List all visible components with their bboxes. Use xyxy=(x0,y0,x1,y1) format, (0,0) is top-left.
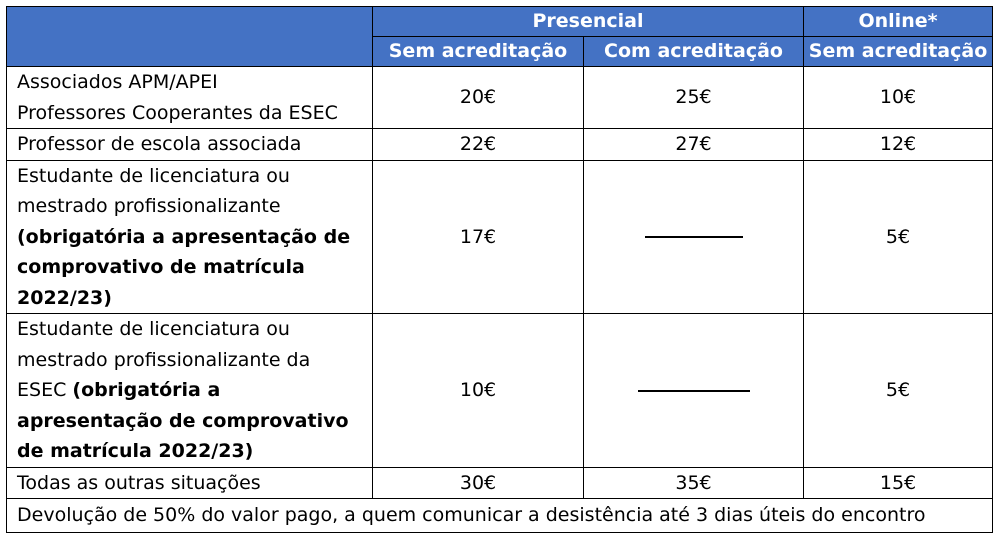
row-label-bold-note: (obrigatória a apresentação de comprovativo de matrícula 2022/23) xyxy=(17,225,351,309)
table-row xyxy=(7,314,993,468)
row-label-plain: Estudante de licenciatura ou mestrado profissionalizante xyxy=(17,164,290,217)
price-presencial-sem: 10€ xyxy=(373,314,584,468)
header-empty-cell xyxy=(7,7,373,67)
price-online-sem: 5€ xyxy=(804,314,993,468)
row-label: Todas as outras situações xyxy=(7,467,373,499)
note-row xyxy=(7,499,993,533)
price-presencial-com: 27€ xyxy=(584,129,804,161)
header-online: Online* xyxy=(804,7,993,37)
price-presencial-com: 25€ xyxy=(584,67,804,129)
price-online-sem: 10€ xyxy=(804,67,993,129)
price-presencial-com: 35€ xyxy=(584,467,804,499)
not-available-line xyxy=(645,236,743,238)
pricing-table xyxy=(6,6,993,533)
price-presencial-sem: 22€ xyxy=(373,129,584,161)
price-online-sem: 12€ xyxy=(804,129,993,161)
table-row xyxy=(7,160,993,314)
header-row-top xyxy=(7,7,993,37)
price-online-sem: 5€ xyxy=(804,160,993,314)
price-presencial-sem: 20€ xyxy=(373,67,584,129)
price-online-sem: 15€ xyxy=(804,467,993,499)
header-presencial: Presencial xyxy=(373,7,804,37)
table-row xyxy=(7,467,993,499)
table-row xyxy=(7,67,993,129)
row-label: Professor de escola associada xyxy=(7,129,373,161)
row-label-plain: Estudante de licenciatura ou mestrado profissionalizante da ESEC xyxy=(17,318,311,401)
header-online-sem-acreditacao: Sem acreditação xyxy=(804,37,993,67)
header-presencial-com-acreditacao: Com acreditação xyxy=(584,37,804,67)
price-presencial-sem: 17€ xyxy=(373,160,584,314)
row-label xyxy=(7,160,373,314)
row-label-line: Professores Cooperantes da ESEC xyxy=(17,101,338,124)
row-label-bold-note: (obrigatória a apresentação de comprovativo de matrícula 2022/23) xyxy=(17,379,349,462)
header-presencial-sem-acreditacao: Sem acreditação xyxy=(373,37,584,67)
price-presencial-sem: 30€ xyxy=(373,467,584,499)
price-presencial-com-not-available xyxy=(584,314,804,468)
price-presencial-com-not-available xyxy=(584,160,804,314)
refund-note: Devolução de 50% do valor pago, a quem comunicar a desistência até 3 dias úteis do encontro xyxy=(7,499,993,533)
row-label xyxy=(7,67,373,129)
row-label-line: Associados APM/APEI xyxy=(17,71,218,93)
not-available-line xyxy=(638,390,750,392)
row-label xyxy=(7,314,373,468)
table-row xyxy=(7,129,993,161)
